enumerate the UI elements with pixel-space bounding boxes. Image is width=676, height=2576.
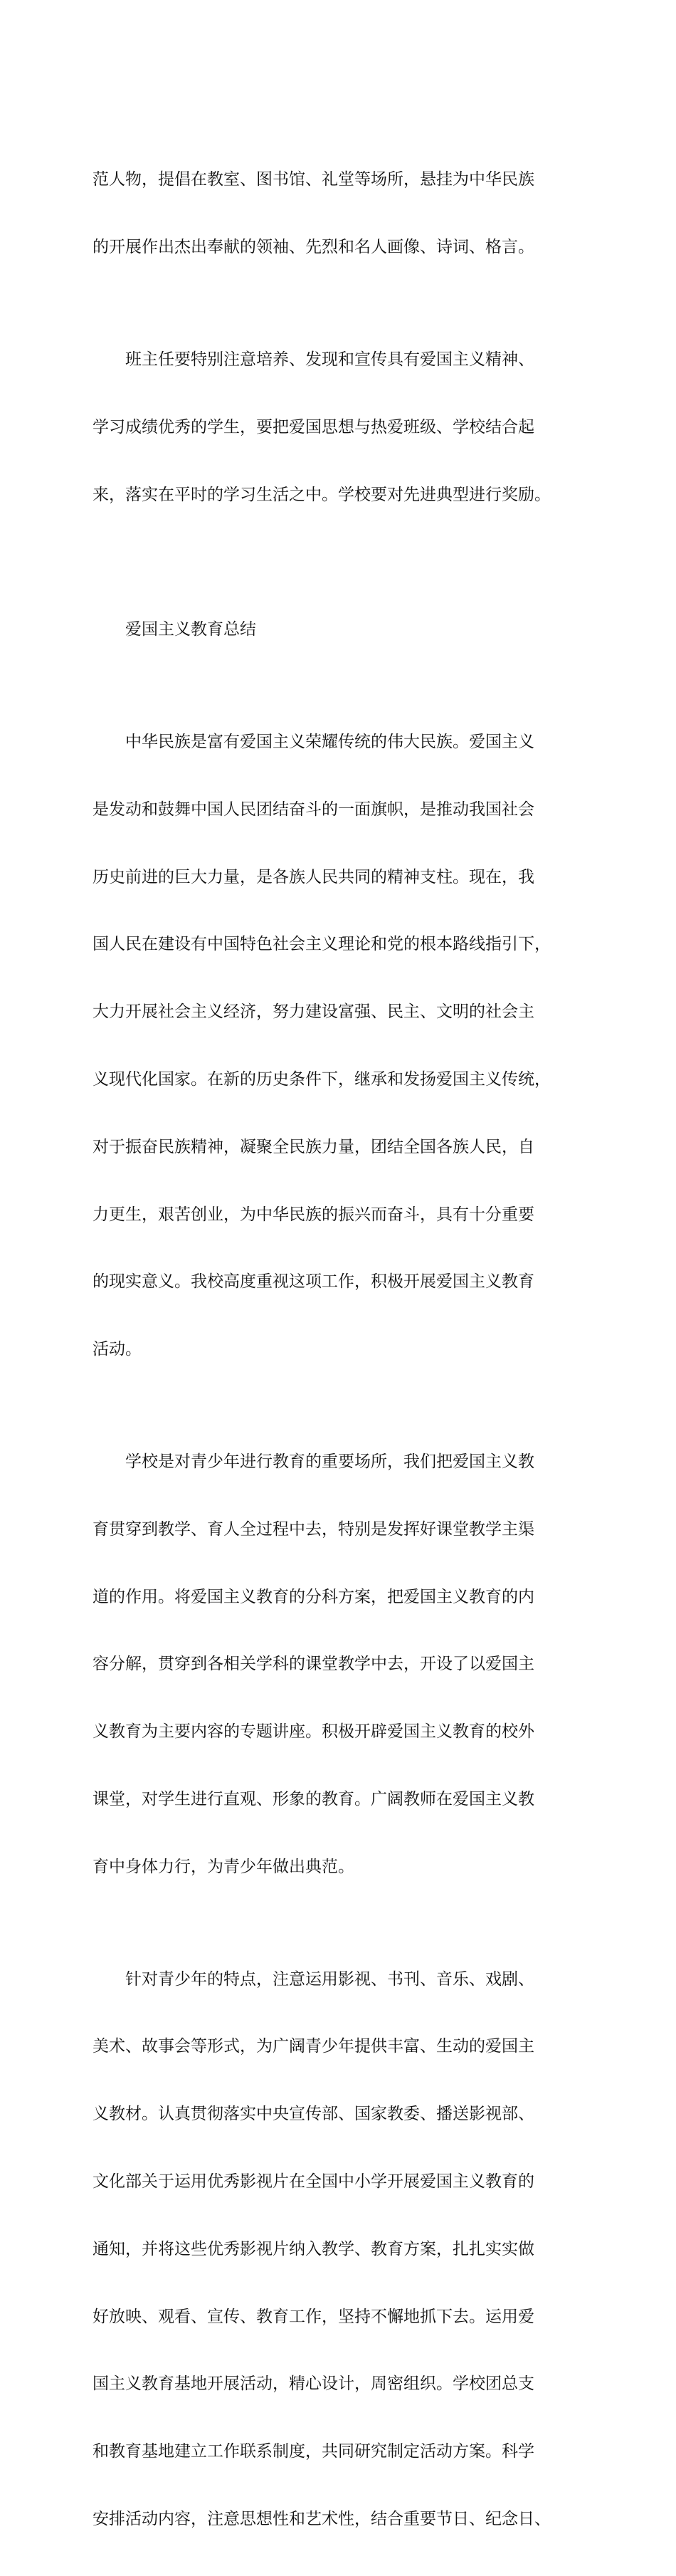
- text-line: 的开展作出杰出奉献的领袖、先烈和名人画像、诗词、格言。: [93, 237, 534, 256]
- text-line: 义教育为主要内容的专题讲座。积极开辟爱国主义教育的校外: [93, 1722, 534, 1742]
- text-line: 力更生，艰苦创业，为中华民族的振兴而奋斗，具有十分重要: [93, 1205, 534, 1224]
- document-body: [93, 124, 591, 2576]
- text-line: 国主义教育基地开展活动，精心设计，周密组织。学校团总支: [93, 2375, 534, 2394]
- text-line: 大力开展社会主义经济，努力建设富强、民主、文明的社会主: [93, 1002, 534, 1022]
- title-line: 爱国主义教育总结: [125, 620, 256, 639]
- text-line: 通知，并将这些优秀影视片纳入教学、教育方案，扎扎实实做: [93, 2239, 534, 2258]
- text-line: 对于振奋民族精神，凝聚全民族力量，团结全国各族人民，自: [93, 1137, 534, 1156]
- paragraph-youth: [93, 1924, 591, 2576]
- text-line: 的现实意义。我校高度重视这项工作，积极开展爱国主义教育: [93, 1272, 534, 1292]
- paragraph-intro: [93, 686, 591, 1406]
- text-line: 美术、故事会等形式，为广阔青少年提供丰富、生动的爱国主: [93, 2037, 534, 2056]
- text-line: 容分解，贯穿到各相关学科的课堂教学中去，开设了以爱国主: [93, 1655, 534, 1674]
- text-line: 学习成绩优秀的学生，要把爱国思想与热爱班级、学校结合起: [93, 417, 534, 436]
- paragraph-continuation: [93, 124, 591, 304]
- text-line: 好放映、观看、宣传、教育工作，坚持不懈地抓下去。运用爱: [93, 2307, 534, 2326]
- text-line: 班主任要特别注意培养、发现和宣传具有爱国主义精神、: [125, 350, 534, 369]
- text-line: 育贯穿到教学、育人全过程中去，特别是发挥好课堂教学主渠: [93, 1519, 534, 1539]
- text-line: 来，落实在平时的学习生活之中。学校要对先进典型进行奖励。: [93, 485, 551, 504]
- section-title: [93, 574, 591, 686]
- text-line: 历史前进的巨大力量，是各族人民共同的精神支柱。现在，我: [93, 867, 534, 886]
- text-line: 针对青少年的特点，注意运用影视、书刊、音乐、戏剧、: [125, 1969, 534, 1989]
- text-line: 道的作用。将爱国主义教育的分科方案，把爱国主义教育的内: [93, 1587, 534, 1606]
- text-line: 义现代化国家。在新的历史条件下，继承和发扬爱国主义传统，: [93, 1069, 551, 1089]
- paragraph-gap: [93, 551, 591, 574]
- text-line: 学校是对青少年进行教育的重要场所，我们把爱国主义教: [125, 1452, 534, 1472]
- text-line: 是发动和鼓舞中国人民团结奋斗的一面旗帜，是推动我国社会: [93, 800, 534, 819]
- text-line: 国人民在建设有中国特色社会主义理论和党的根本路线指引下，: [93, 935, 551, 954]
- text-line: 课堂，对学生进行直观、形象的教育。广阔教师在爱国主义教: [93, 1789, 534, 1808]
- text-line: 义教材。认真贯彻落实中央宣传部、国家教委、播送影视部、: [93, 2105, 534, 2124]
- text-line: 文化部关于运用优秀影视片在全国中小学开展爱国主义教育的: [93, 2172, 534, 2192]
- paragraph-class-teacher: [93, 304, 591, 552]
- text-line: 中华民族是富有爱国主义荣耀传统的伟大民族。爱国主义: [125, 733, 534, 752]
- text-line: 范人物，提倡在教室、图书馆、礼堂等场所，悬挂为中华民族: [93, 170, 534, 189]
- text-line: 和教育基地建立工作联系制度，共同研究制定活动方案。科学: [93, 2442, 534, 2461]
- text-line: 活动。: [93, 1340, 142, 1359]
- text-line: 育中身体力行，为青少年做出典范。: [93, 1857, 354, 1876]
- text-line: 安排活动内容，注意思想性和艺术性，结合重要节日、纪念日、: [93, 2509, 551, 2528]
- paragraph-school: [93, 1406, 591, 1924]
